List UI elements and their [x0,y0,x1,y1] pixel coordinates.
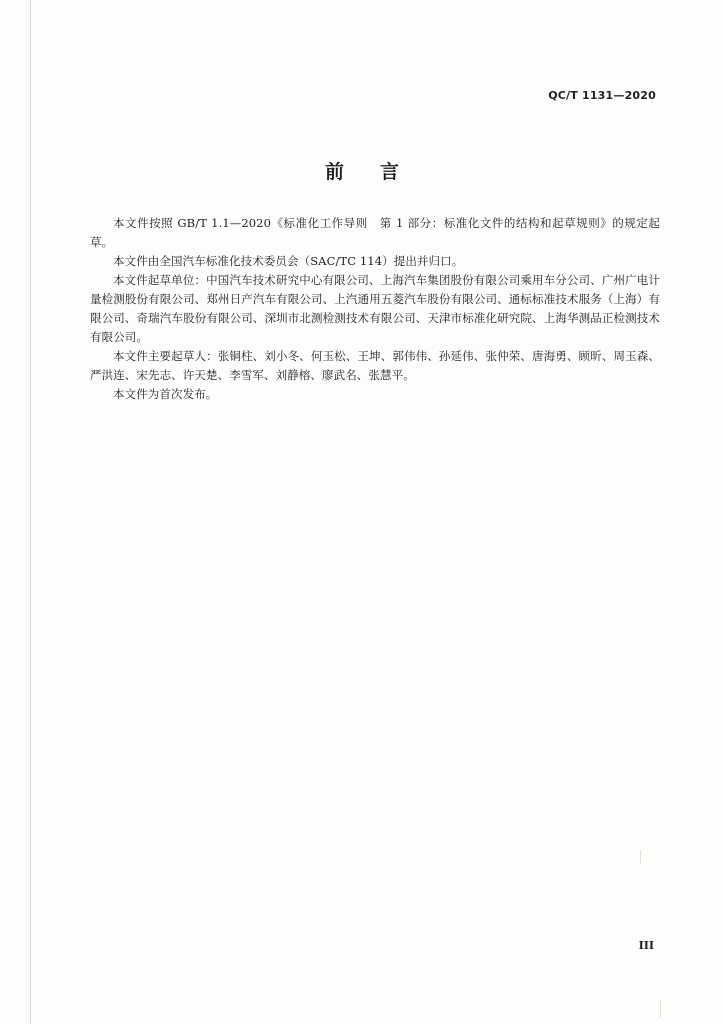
paragraph-proposed-by: 本文件由全国汽车标准化技术委员会（SAC/TC 114）提出并归口。 [113,254,464,268]
scan-left-edge [30,0,31,1024]
paragraph-drafting-rules: 本文件按照 GB/T 1.1—2020《标准化工作导则 第 1 部分：标准化文件的结构和起草规则》的规定起草。 [90,216,660,249]
section-title: 前言 [324,161,435,183]
paragraph-drafting-units: 本文件起草单位：中国汽车技术研究中心有限公司、上海汽车集团股份有限公司乘用车分公司、广州广电计量检测股份有限公司、郑州日产汽车有限公司、上汽通用五菱汽车股份有限公司、通标标准技术服务（上海）有限公司、奇瑞汽车股份有限公司、深圳市北测检测技术有限公司、天津市标准化研究院、上海华测品正检测技术有限公司。 [90,273,660,344]
page-number: III [638,939,654,952]
scan-speck [640,850,641,864]
foreword-body [90,214,660,404]
scan-speck [660,1000,661,1018]
paragraph-first-release: 本文件为首次发布。 [113,387,218,401]
paragraph-main-drafters: 本文件主要起草人：张铜柱、刘小冬、何玉松、王坤、郭伟伟、孙延伟、张仲荣、唐海勇、顾昕、周玉森、严洪连、宋先志、许天楚、李雪军、刘静榕、廖武名、张慧平。 [90,349,660,382]
document-code: QC/T 1131—2020 [548,89,656,102]
